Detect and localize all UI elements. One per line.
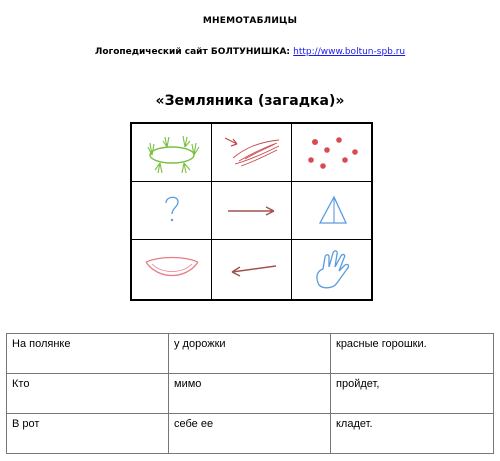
- arrow-right-icon: [222, 201, 282, 221]
- table-cell: пройдет,: [331, 374, 494, 414]
- table-cell: В рот: [7, 414, 169, 454]
- pictogram-cell: [292, 240, 371, 299]
- pictogram-cell: [212, 124, 292, 182]
- hand-icon: [307, 247, 357, 293]
- table-row: [7, 374, 494, 414]
- site-label: Логопедический сайт БОЛТУНИШКА:: [94, 47, 291, 57]
- triangle-icon: [312, 191, 352, 231]
- berries-icon: [301, 130, 363, 176]
- pictogram-cell: [212, 240, 292, 299]
- table-cell: мимо: [169, 374, 331, 414]
- pictogram-cell: [132, 240, 212, 299]
- pictogram-grid: [130, 122, 373, 301]
- table-cell: кладет.: [331, 414, 494, 454]
- grass-ring-icon: [140, 129, 204, 177]
- page-heading: МНЕМОТАБЛИЦЫ: [202, 16, 298, 26]
- table-cell: На полянке: [7, 334, 169, 374]
- pictogram-cell: [292, 124, 371, 182]
- pictogram-cell: [132, 124, 212, 182]
- table-cell: Кто: [7, 374, 169, 414]
- path-arrow-icon: [219, 130, 285, 176]
- mouth-icon: [140, 252, 204, 288]
- pictogram-cell: [132, 182, 212, 240]
- table-row: [7, 334, 494, 374]
- site-line: [0, 47, 500, 57]
- table-cell: у дорожки: [169, 334, 331, 374]
- table-cell: красные горошки.: [331, 334, 494, 374]
- arrow-left-icon: [222, 258, 282, 282]
- pictogram-cell: [292, 182, 371, 240]
- table-cell: себе ее: [169, 414, 331, 454]
- riddle-text-table: [6, 333, 494, 454]
- question-mark-icon: [157, 191, 187, 231]
- table-row: [7, 414, 494, 454]
- riddle-title: «Земляника (загадка)»: [155, 93, 345, 109]
- site-link[interactable]: http://www.boltun-spb.ru: [293, 47, 406, 57]
- pictogram-cell: [212, 182, 292, 240]
